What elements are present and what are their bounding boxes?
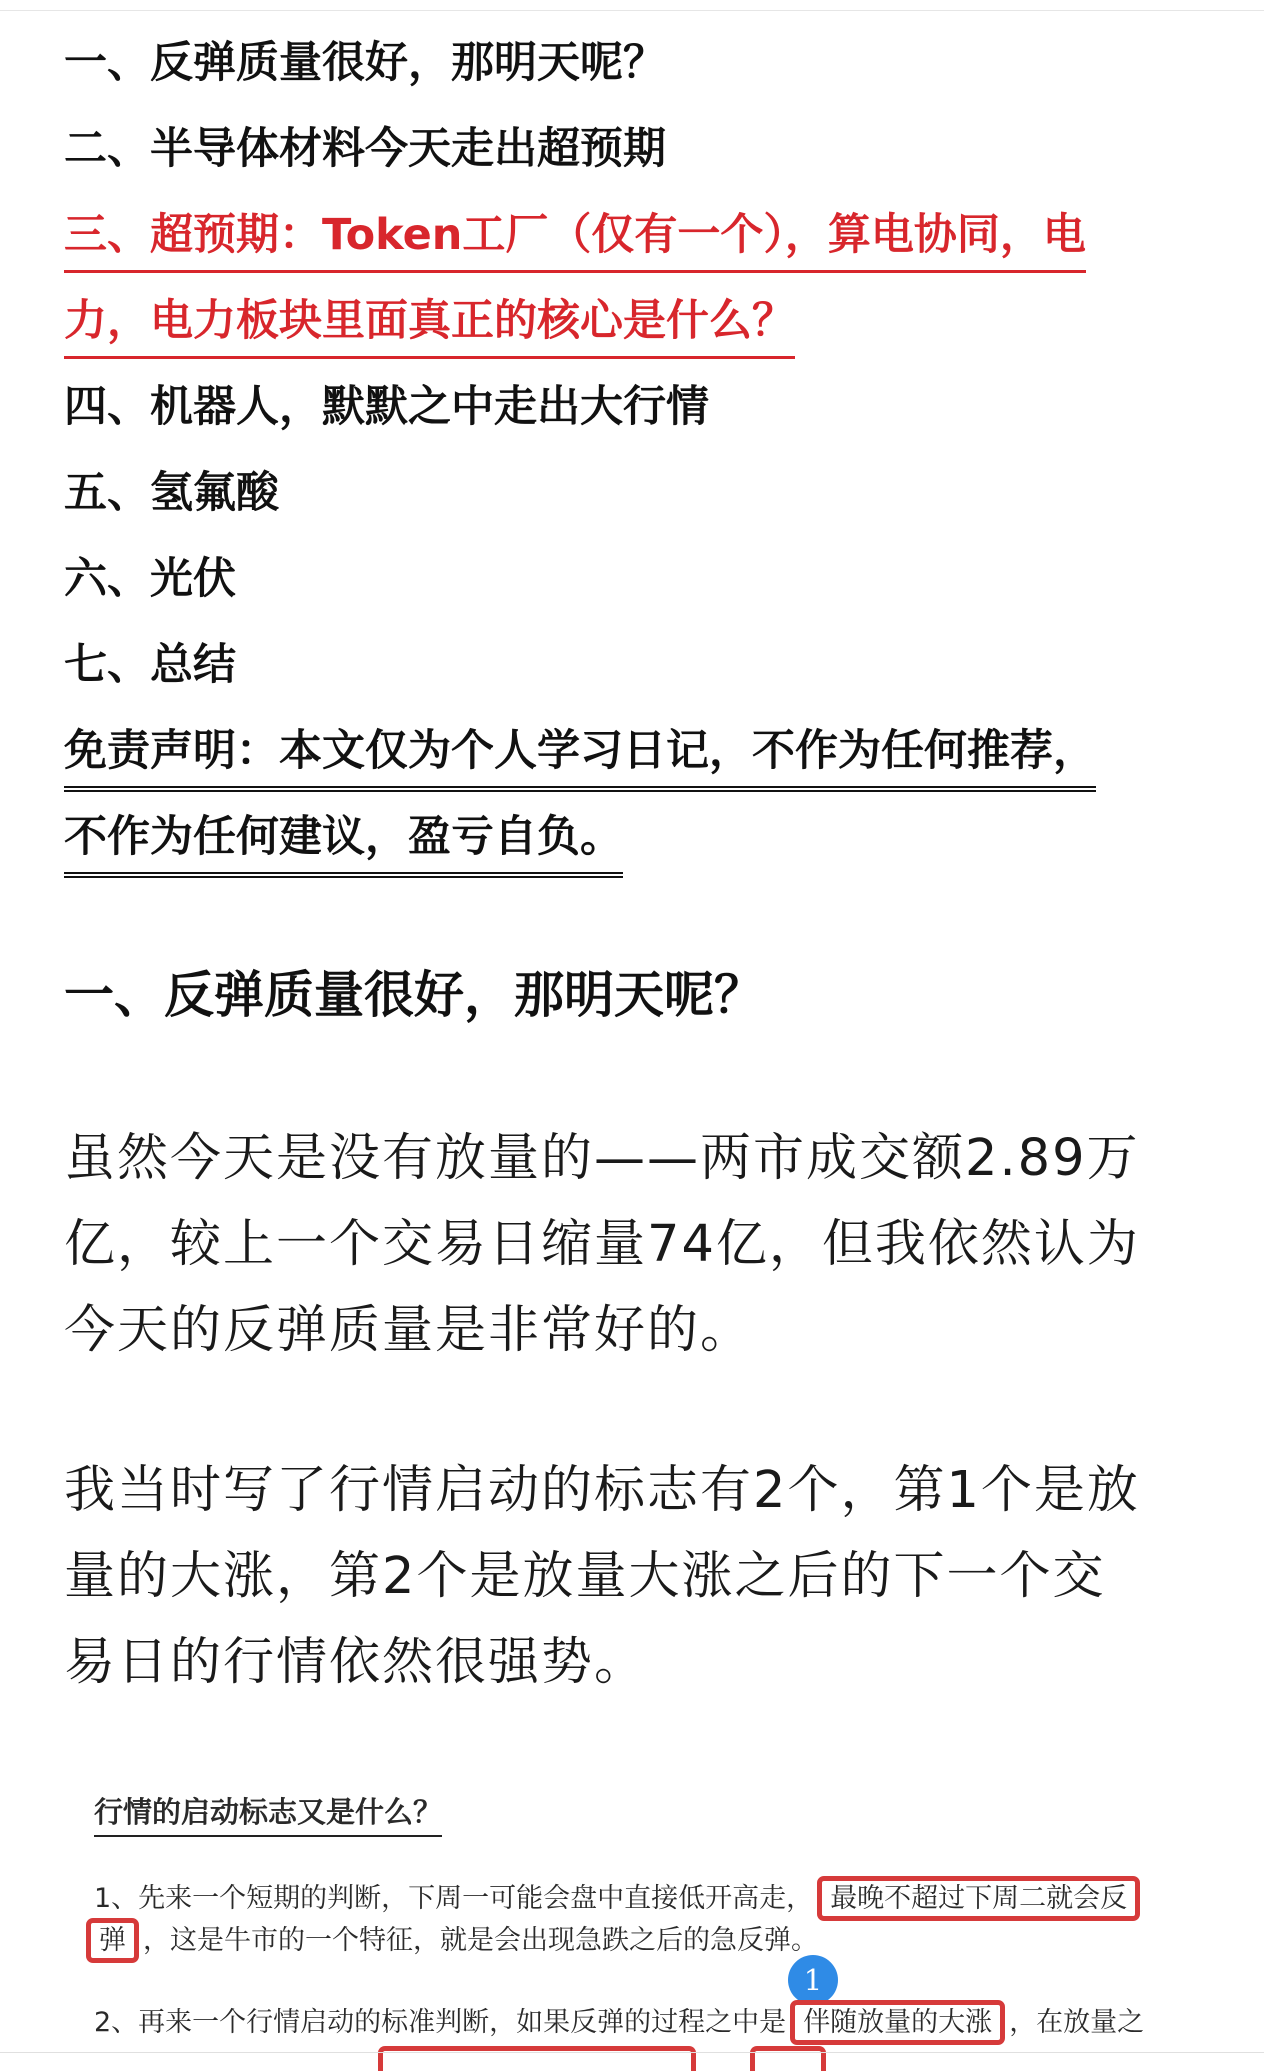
embedded-line-1-text: 1、先来一个短期的判断，下周一可能会盘中直接低开高走，	[94, 1883, 814, 1914]
disclaimer-line2: 不作为任何建议，盈亏自负。	[64, 802, 623, 878]
toc-item-2[interactable]: 二、半导体材料今天走出超预期	[64, 124, 666, 174]
highlight-box: 伴随放量的大涨	[790, 2000, 1005, 2045]
embedded-line-3-text: 2、再来一个行情启动的标准判断，如果反弹的过程之中是	[94, 2007, 787, 2038]
toc-item-3-continued[interactable]	[64, 286, 1204, 372]
paragraph-1-line1: 虽然今天是没有放量的——两市成交额2.89万	[64, 1129, 1140, 1188]
toc-item-3[interactable]	[64, 200, 1204, 286]
toc-item-1[interactable]: 一、反弹质量很好，那明天呢？	[64, 38, 666, 88]
embedded-line-2	[94, 1918, 818, 1957]
paragraph-2-line2: 量的大涨，第2个是放量大涨之后的下一个交	[64, 1547, 1106, 1606]
paragraph-2-line1: 我当时写了行情启动的标志有2个，第1个是放	[64, 1461, 1140, 1520]
embedded-line-2-text: ，这是牛市的一个特征，就是会出现急跌之后的急反弹。	[143, 1925, 818, 1956]
embedded-line-3	[94, 2000, 1144, 2039]
number-badge[interactable]: 1	[788, 1955, 838, 2005]
disclaimer-continued	[64, 802, 1204, 888]
paragraph-2	[64, 1448, 1204, 1706]
embedded-line-1	[94, 1876, 1144, 1915]
section-heading: 一、反弹质量很好，那明天呢？	[64, 966, 764, 1024]
highlight-box-cropped	[750, 2046, 826, 2071]
disclaimer	[64, 716, 1204, 802]
paragraph-2-line3: 易日的行情依然很强势。	[64, 1633, 648, 1692]
toc-item-3-line1: 三、超预期：Token工厂（仅有一个），算电协同，电	[64, 200, 1086, 273]
disclaimer-line1: 免责声明：本文仅为个人学习日记，不作为任何推荐，	[64, 716, 1096, 792]
bottom-divider	[0, 2052, 1264, 2053]
toc-item-5[interactable]: 五、氢氟酸	[64, 468, 279, 518]
highlight-box: 弹	[86, 1918, 139, 1963]
toc-item-6[interactable]: 六、光伏	[64, 554, 236, 604]
highlight-box-cropped	[378, 2046, 696, 2071]
table-of-contents	[64, 28, 1204, 888]
paragraph-1-line3: 今天的反弹质量是非常好的。	[64, 1301, 754, 1360]
toc-item-3-line2: 力，电力板块里面真正的核心是什么？	[64, 286, 795, 359]
paragraph-1	[64, 1116, 1204, 1374]
toc-item-7[interactable]: 七、总结	[64, 640, 236, 690]
paragraph-1-line2: 亿，较上一个交易日缩量74亿，但我依然认为	[64, 1215, 1140, 1274]
toc-item-4[interactable]: 四、机器人，默默之中走出大行情	[64, 382, 709, 432]
embedded-line-3-tail: ，在放量之	[1009, 2007, 1145, 2038]
top-divider	[0, 10, 1264, 11]
embedded-screenshot[interactable]	[66, 1768, 1216, 2058]
embedded-title: 行情的启动标志又是什么？	[94, 1790, 442, 1837]
highlight-box: 最晚不超过下周二就会反	[817, 1876, 1140, 1921]
